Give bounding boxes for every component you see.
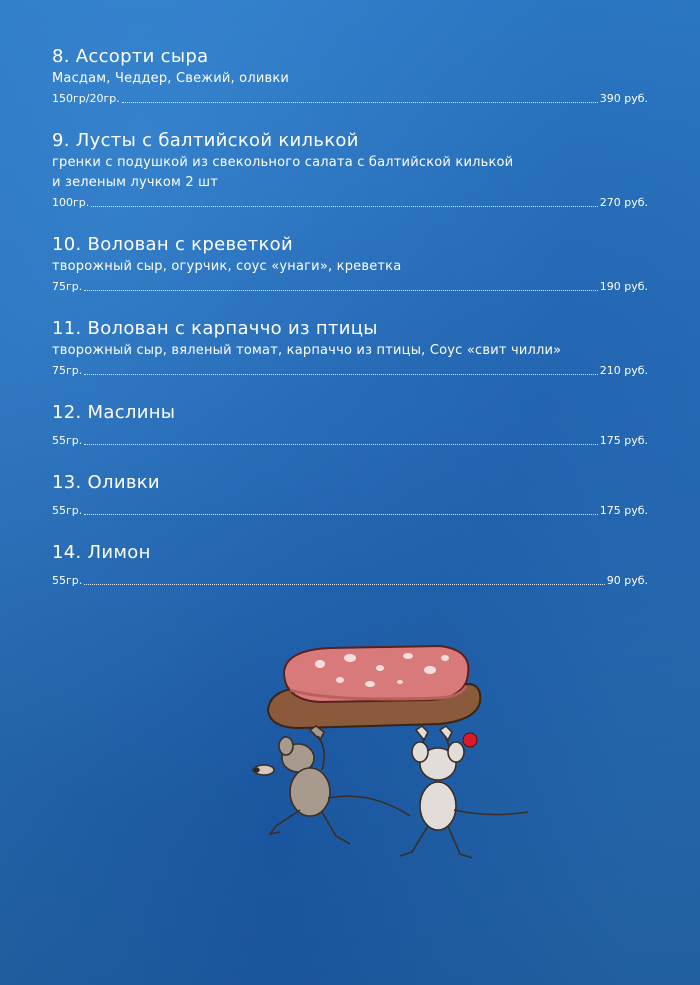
item-price: 210 руб. [599,364,648,377]
item-description: и зеленым лучком 2 шт [52,175,219,190]
menu-list [52,45,648,611]
item-weight: 150гр/20гр. [52,92,120,105]
item-description: творожный сыр, огурчик, соус «унаги», креветка [52,259,402,274]
item-description: Масдам, Чеддер, Свежий, оливки [52,71,290,86]
menu-item [52,129,648,211]
item-price: 190 руб. [599,280,648,293]
item-title: 14. Лимон [52,542,151,563]
price-line [52,573,648,589]
item-title: 11. Волован с карпаччо из птицы [52,318,378,339]
dot-leader [84,289,597,291]
menu-item [52,233,648,295]
item-weight: 75гр. [52,280,83,293]
item-description: гренки с подушкой из свекольного салата с балтийской килькой [52,155,514,170]
item-price: 390 руб. [599,92,648,105]
item-price: 175 руб. [599,504,648,517]
mouse-red-nose [463,733,477,747]
mice-sandwich-illustration [240,640,530,870]
item-price: 175 руб. [599,434,648,447]
left-mouse [253,726,410,844]
dot-leader [84,443,597,445]
menu-item [52,45,648,107]
price-line [52,91,648,107]
item-title: 10. Волован с креветкой [52,234,293,255]
menu-item [52,541,648,589]
price-line [52,279,648,295]
price-line [52,363,648,379]
item-price: 270 руб. [599,196,648,209]
price-line [52,503,648,519]
item-title: 9. Лусты с балтийской килькой [52,130,359,151]
menu-item [52,401,648,449]
item-weight: 75гр. [52,364,83,377]
price-line [52,433,648,449]
right-mouse [400,726,528,858]
item-weight: 55гр. [52,504,83,517]
item-weight: 55гр. [52,574,83,587]
price-line [52,195,648,211]
dot-leader [84,583,604,585]
dot-leader [84,373,597,375]
item-title: 13. Оливки [52,472,160,493]
item-title: 8. Ассорти сыра [52,46,209,67]
item-title: 12. Маслины [52,402,176,423]
item-description: творожный сыр, вяленый томат, карпаччо из птицы, Соус «свит чилли» [52,343,562,358]
dot-leader [122,101,598,103]
menu-item [52,317,648,379]
item-weight: 55гр. [52,434,83,447]
dot-leader [91,205,597,207]
dot-leader [84,513,597,515]
item-weight: 100гр. [52,196,90,209]
menu-item [52,471,648,519]
item-price: 90 руб. [606,574,648,587]
